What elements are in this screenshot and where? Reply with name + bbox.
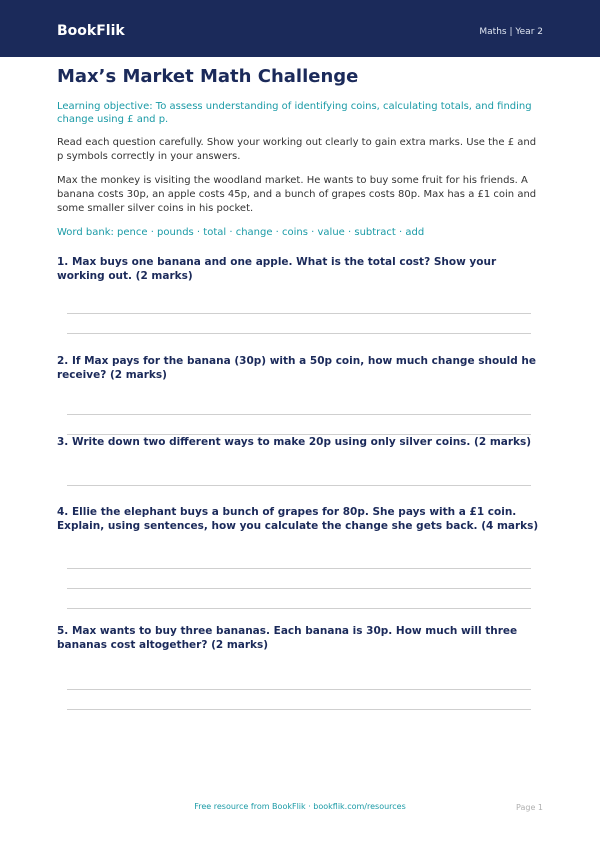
instructions-paragraph: Read each question carefully. Show your working out clearly to gain extra marks. Use the £ and p symbols correctly in your answers. (57, 137, 537, 162)
question-4: 4. Ellie the elephant buys a bunch of grapes for 80p. She pays with a £1 coin. Explain, using sentences, how you calculate the change she gets back. (4 marks) (57, 506, 539, 532)
answer-lines-3 (67, 485, 531, 486)
question-1: 1. Max buys one banana and one apple. What is the total cost? Show your working out. (2 marks) (57, 256, 497, 282)
page-number: Page 1 (516, 803, 543, 812)
learning-objective: Learning objective: To assess understanding of identifying coins, calculating totals, and finding change using £ and p. (57, 101, 532, 125)
subject-year-label: Maths | Year 2 (479, 27, 543, 37)
answer-line[interactable] (67, 485, 531, 486)
answer-line[interactable] (67, 588, 531, 589)
answer-line[interactable] (67, 608, 531, 609)
footer-source: Free resource from BookFlik · bookflik.com/resources (194, 802, 406, 811)
answer-line[interactable] (67, 414, 531, 415)
answer-lines-4 (67, 568, 531, 609)
answer-line[interactable] (67, 333, 531, 334)
answer-lines-2 (67, 414, 531, 435)
answer-lines-5 (67, 689, 531, 710)
story-paragraph: Max the monkey is visiting the woodland market. He wants to buy some fruit for his friends. A banana costs 30p, an apple costs 45p, and a bunch of grapes costs 80p. Max has a £1 coin and some smaller silver coins in his pocket. (57, 175, 537, 214)
question-5: 5. Max wants to buy three bananas. Each banana is 30p. How much will three bananas cost altogether? (2 marks) (57, 625, 518, 651)
page-header (0, 0, 600, 57)
word-bank: Word bank: pence · pounds · total · change · coins · value · subtract · add (57, 227, 425, 238)
answer-line[interactable] (67, 568, 531, 569)
answer-lines-1 (67, 313, 531, 334)
answer-line[interactable] (67, 313, 531, 314)
question-3: 3. Write down two different ways to make 20p using only silver coins. (2 marks) (57, 436, 532, 448)
worksheet-content (57, 66, 543, 710)
answer-line[interactable] (67, 709, 531, 710)
brand-logo: BookFlik (57, 23, 125, 39)
question-2: 2. If Max pays for the banana (30p) with a 50p coin, how much change should he receive? (2 marks) (57, 355, 536, 381)
answer-line[interactable] (67, 689, 531, 690)
page-title: Max’s Market Math Challenge (57, 66, 359, 87)
